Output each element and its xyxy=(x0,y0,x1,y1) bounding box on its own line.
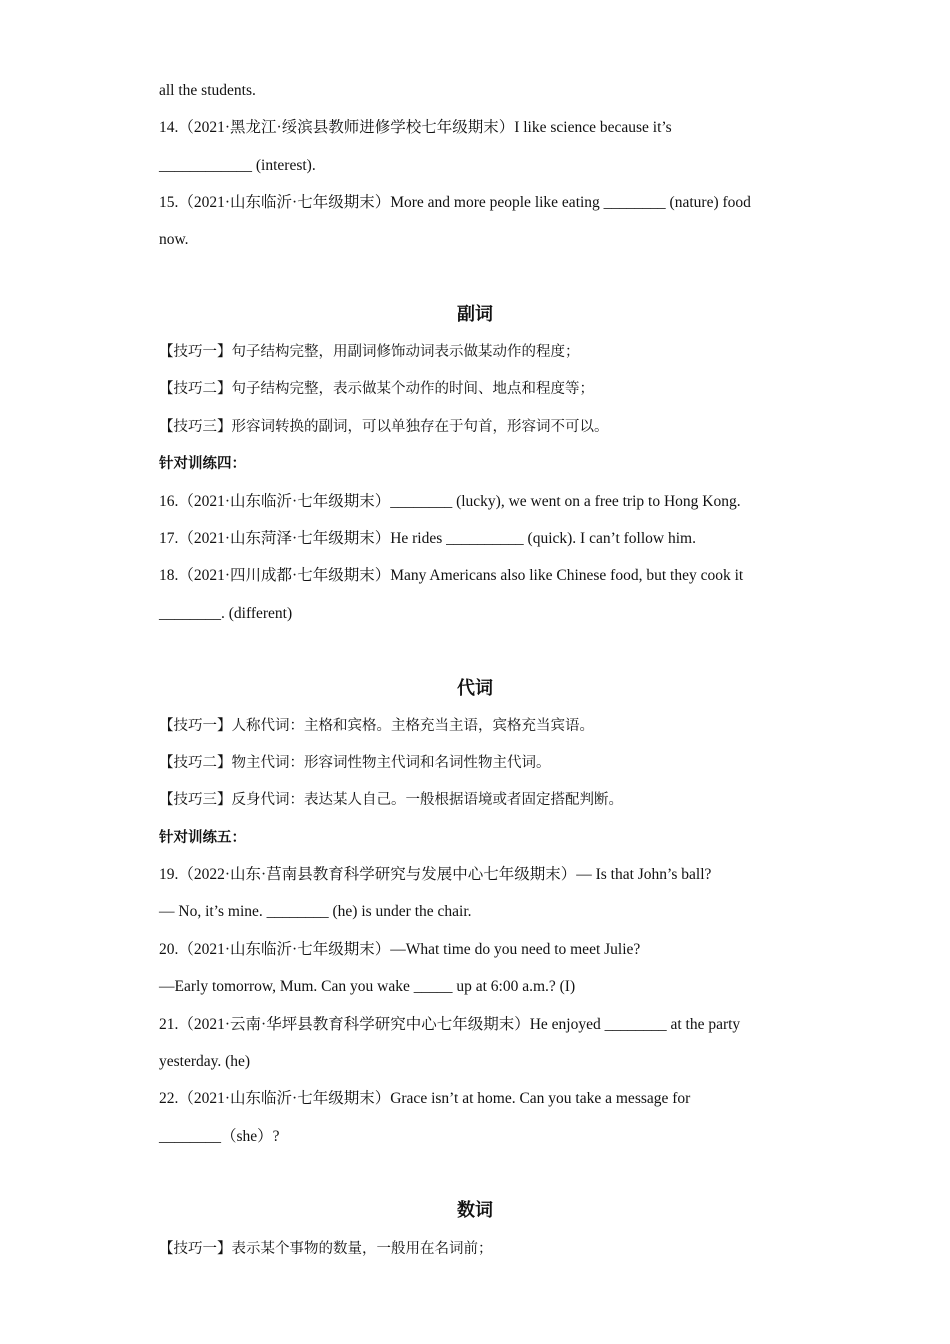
continuation-text: all the students. xyxy=(159,82,256,99)
question-21: 21.（2021·云南·华坪县教育科学研究中心七年级期末）He enjoyed ________ at the party xyxy=(159,1016,741,1033)
question-20-answer-line: —Early tomorrow, Mum. Can you wake _____ up at 6:00 a.m.? (I) xyxy=(159,978,576,995)
section-title-numeral: 数词 xyxy=(457,1200,493,1221)
numeral-tip-1: 【技巧一】表示某个事物的数量，一般用在名词前； xyxy=(159,1241,493,1257)
pronoun-tip-3: 【技巧三】反身代词：表达某人自己。一般根据语境或者固定搭配判断。 xyxy=(159,792,623,808)
adverb-tip-1: 【技巧一】句子结构完整，用副词修饰动词表示做某动作的程度； xyxy=(159,344,580,360)
question-17: 17.（2021·山东菏泽·七年级期末）He rides __________ (quick). I can’t follow him. xyxy=(159,530,696,547)
section-title-pronoun: 代词 xyxy=(457,678,493,699)
section-title-adverb: 副词 xyxy=(457,304,493,325)
adverb-tip-3: 【技巧三】形容词转换的副词，可以单独存在于句首，形容词不可以。 xyxy=(159,419,609,435)
adverb-training-heading: 针对训练四： xyxy=(159,456,246,472)
pronoun-training-heading: 针对训练五： xyxy=(159,830,246,846)
question-19: 19.（2022·山东·莒南县教育科学研究与发展中心七年级期末）— Is that John’s ball? xyxy=(159,866,712,883)
question-21-continuation: yesterday. (he) xyxy=(159,1053,251,1070)
question-19-answer-line: — No, it’s mine. ________ (he) is under the chair. xyxy=(159,903,472,920)
question-14: 14.（2021·黑龙江·绥滨县教师进修学校七年级期末）I like science because it’s xyxy=(159,119,672,136)
pronoun-tip-2: 【技巧二】物主代词：形容词性物主代词和名词性物主代词。 xyxy=(159,755,551,771)
question-22: 22.（2021·山东临沂·七年级期末）Grace isn’t at home. Can you take a message for xyxy=(159,1090,691,1107)
question-18-continuation: ________. (different) xyxy=(159,605,293,622)
pronoun-tip-1: 【技巧一】人称代词：主格和宾格。主格充当主语，宾格充当宾语。 xyxy=(159,718,594,734)
question-18: 18.（2021·四川成都·七年级期末）Many Americans also like Chinese food, but they cook it xyxy=(159,567,744,584)
question-14-continuation: ____________ (interest). xyxy=(159,157,316,174)
question-15: 15.（2021·山东临沂·七年级期末）More and more people like eating ________ (nature) food xyxy=(159,194,751,211)
question-20: 20.（2021·山东临沂·七年级期末）—What time do you need to meet Julie? xyxy=(159,941,641,958)
question-16: 16.（2021·山东临沂·七年级期末）________ (lucky), we went on a free trip to Hong Kong. xyxy=(159,493,741,510)
question-22-continuation: ________（she）? xyxy=(159,1128,280,1145)
question-15-continuation: now. xyxy=(159,231,189,248)
adverb-tip-2: 【技巧二】句子结构完整，表示做某个动作的时间、地点和程度等； xyxy=(159,381,594,397)
